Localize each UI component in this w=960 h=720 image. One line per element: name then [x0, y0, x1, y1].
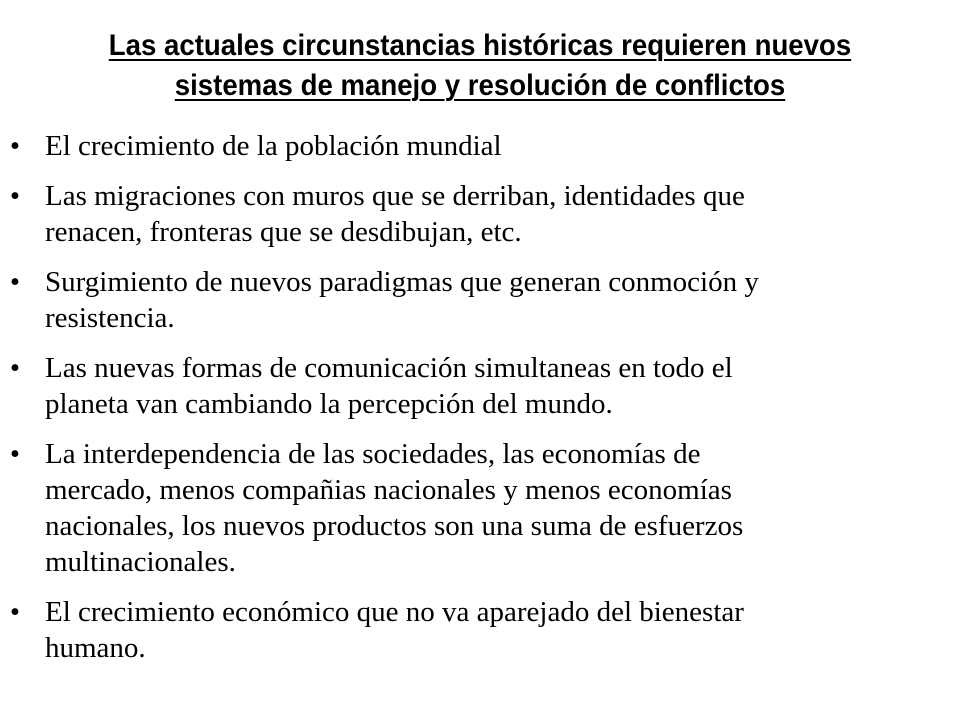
- bullet-text-line: La interdependencia de las sociedades, las economías de: [45, 438, 701, 470]
- slide-title: [75, 26, 885, 106]
- bullet-text: [45, 264, 920, 336]
- bullet-text-line: El crecimiento económico que no va aparejado del bienestar: [45, 596, 744, 628]
- bullet-dot-icon: •: [9, 130, 21, 162]
- bullet-item-population: [0, 128, 960, 164]
- slide-title-line-1: Las actuales circunstancias históricas requieren nuevos: [108, 29, 852, 62]
- bullet-item-migrations: [0, 178, 960, 250]
- bullet-list: [0, 128, 960, 680]
- bullet-text: [45, 350, 920, 422]
- bullet-text-line: planeta van cambiando la percepción del mundo.: [45, 388, 613, 420]
- bullet-text-line: resistencia.: [45, 302, 175, 334]
- bullet-dot-icon: •: [9, 266, 21, 298]
- bullet-text: [45, 128, 920, 164]
- bullet-dot-icon: •: [9, 352, 21, 384]
- bullet-item-interdependence: [0, 436, 960, 580]
- bullet-text-line: mercado, menos compañias nacionales y menos economías: [45, 474, 732, 506]
- bullet-text: [45, 178, 920, 250]
- bullet-text-line: Surgimiento de nuevos paradigmas que generan conmoción y: [45, 266, 759, 298]
- bullet-text-line: renacen, fronteras que se desdibujan, etc.: [45, 216, 522, 248]
- bullet-text-line: multinacionales.: [45, 546, 236, 578]
- bullet-text-line: nacionales, los nuevos productos son una suma de esfuerzos: [45, 510, 744, 542]
- bullet-item-communication: [0, 350, 960, 422]
- slide-title-line-2: sistemas de manejo y resolución de conflictos: [174, 69, 786, 102]
- bullet-item-economic-growth: [0, 594, 960, 666]
- bullet-text: [45, 436, 920, 580]
- bullet-text-line: Las migraciones con muros que se derriban, identidades que: [45, 180, 745, 212]
- bullet-text-line: El crecimiento de la población mundial: [45, 130, 502, 162]
- bullet-text: [45, 594, 920, 666]
- bullet-dot-icon: •: [9, 438, 21, 470]
- bullet-text-line: humano.: [45, 632, 146, 664]
- bullet-text-line: Las nuevas formas de comunicación simultaneas en todo el: [45, 352, 733, 384]
- bullet-dot-icon: •: [9, 180, 21, 212]
- bullet-dot-icon: •: [9, 596, 21, 628]
- bullet-item-paradigms: [0, 264, 960, 336]
